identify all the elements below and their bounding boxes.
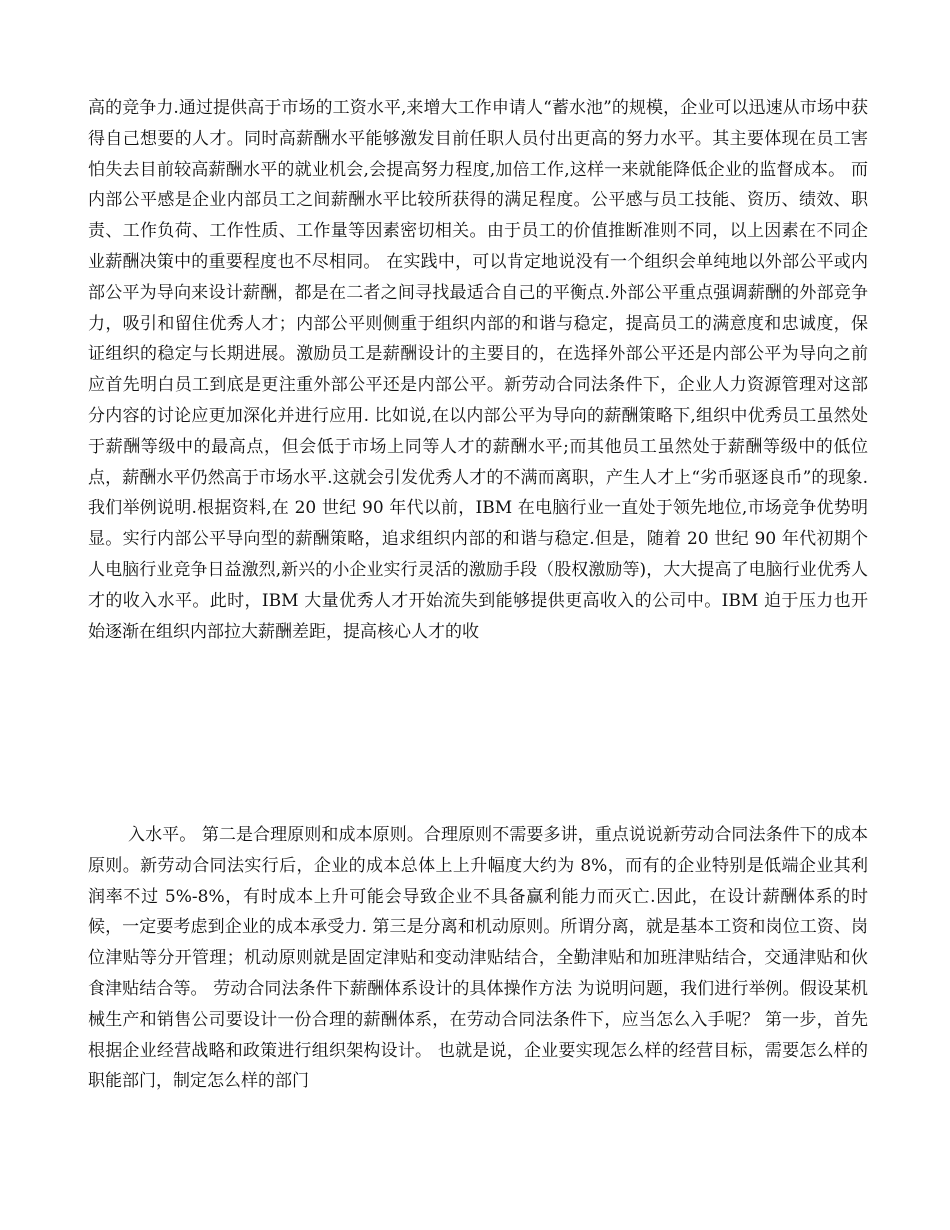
body-paragraph-1: 高的竞争力.通过提供高于市场的工资水平,来增大工作申请人“蓄水池”的规模，企业可以迅速从市场中获得自己想要的人才。同时高薪酬水平能够激发目前任职人员付出更高的努力水平。其主要体现在员工害怕失去目前较高薪酬水平的就业机会,会提高努力程度,加倍工作,这样一来就能降低企业的监督成本。 而内部公平感是企业内部员工之间薪酬水平比较所获得的满足程度。公平感与员工技能、资历、绩效、职责、工作负荷、工作性质、工作量等因素密切相关。由于员工的价值推断准则不同，以上因素在不同企业薪酬决策中的重要程度也不尽相同。 在实践中，可以肯定地说没有一个组织会单纯地以外部公平或内部公平为导向来设计薪酬，都是在二者之间寻找最适合自己的平衡点.外部公平重点强调薪酬的外部竞争力，吸引和留住优秀人才；内部公平则侧重于组织内部的和谐与稳定，提高员工的满意度和忠诚度，保证组织的稳定与长期进展。激励员工是薪酬设计的主要目的，在选择外部公平还是内部公平为导向之前应首先明白员工到底是更注重外部公平还是内部公平。新劳动合同法条件下，企业人力资源管理对这部分内容的讨论应更加深化并进行应用. 比如说,在以内部公平为导向的薪酬策略下,组织中优秀员工虽然处于薪酬等级中的最高点，但会低于市场上同等人才的薪酬水平;而其他员工虽然处于薪酬等级中的低位点，薪酬水平仍然高于市场水平.这就会引发优秀人才的不满而离职，产生人才上“劣币驱逐良币”的现象.我们举例说明.根据资料,在 20 世纪 90 年代以前，IBM 在电脑行业一直处于领先地位,市场竞争优势明显。实行内部公平导向型的薪酬策略，追求组织内部的和谐与稳定.但是，随着 20 世纪 90 年代初期个人电脑行业竞争日益激烈,新兴的小企业实行灵活的激励手段（股权激励等)，大大提高了电脑行业优秀人才的收入水平。此时，IBM 大量优秀人才开始流失到能够提供更高收入的公司中。IBM 迫于压力也开始逐渐在组织内部拉大薪酬差距，提高核心人才的收 bbox=[88, 98, 868, 642]
body-paragraph-2: 入水平。 第二是合理原则和成本原则。合理原则不需要多讲，重点说说新劳动合同法条件下的成本原则。新劳动合同法实行后，企业的成本总体上上升幅度大约为 8%，而有的企业特别是低端企业其利润率不过 5%-8%，有时成本上升可能会导致企业不具备赢利能力而灭亡.因此，在设计薪酬体系的时候，一定要考虑到企业的成本承受力. 第三是分离和机动原则。所谓分离，就是基本工资和岗位工资、岗位津贴等分开管理；机动原则就是固定津贴和变动津贴结合，全勤津贴和加班津贴结合，交通津贴和伙食津贴结合等。 劳动合同法条件下薪酬体系设计的具体操作方法 为说明问题，我们进行举例。假设某机械生产和销售公司要设计一份合理的薪酬体系，在劳动合同法条件下，应当怎么入手呢？ 第一步，首先根据企业经营战略和政策进行组织架构设计。 也就是说，企业要实现怎么样的经营目标，需要怎么样的职能部门，制定怎么样的部门 bbox=[88, 825, 868, 1092]
